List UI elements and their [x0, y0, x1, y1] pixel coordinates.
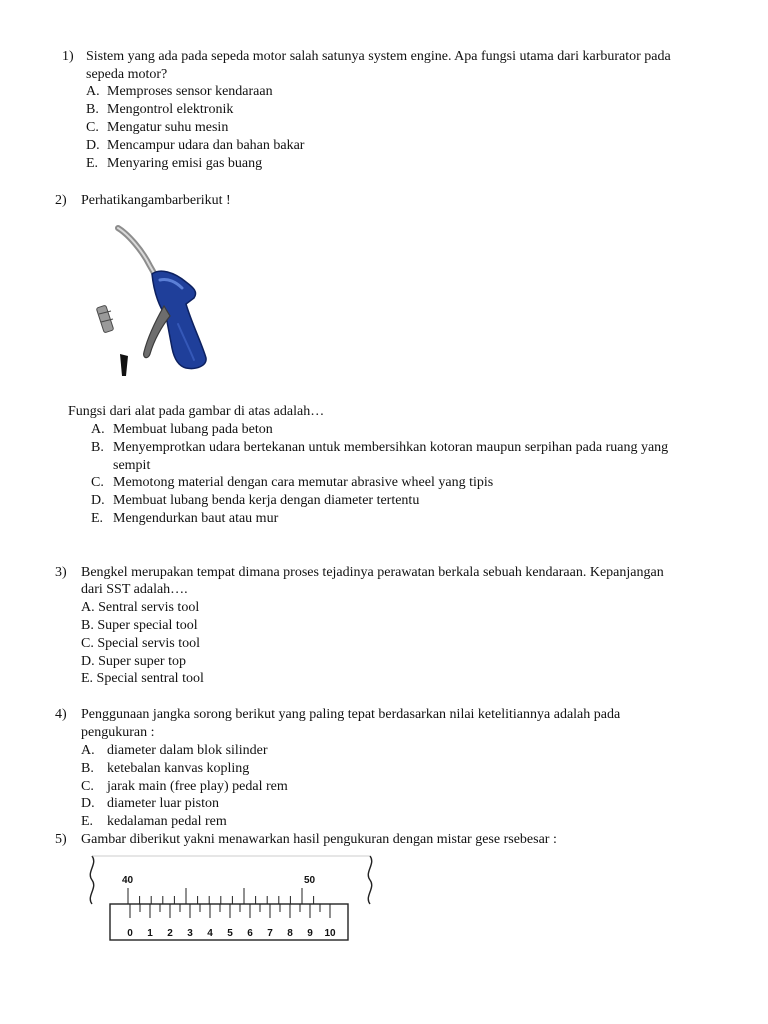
- option-text: jarak main (free play) pedal rem: [107, 779, 288, 794]
- vernier-label: 6: [247, 928, 253, 939]
- option-c: C. Special servis tool: [81, 636, 200, 651]
- question-text-cont: sepeda motor?: [86, 67, 168, 82]
- main-scale-label: 50: [304, 875, 316, 886]
- option-e: E. Special sentral tool: [81, 671, 204, 686]
- vernier-label: 7: [267, 928, 273, 939]
- option-letter: A.: [86, 84, 100, 99]
- option-text: Menyemprotkan udara bertekanan untuk membersihkan kotoran maupun serpihan pada ruang yang: [113, 440, 669, 455]
- option-letter: B.: [81, 761, 94, 776]
- vernier-label: 9: [307, 928, 313, 939]
- option-text: Memotong material dengan cara memutar abrasive wheel yang tipis: [113, 475, 494, 490]
- option-letter: A.: [91, 422, 105, 437]
- question-text: Sistem yang ada pada sepeda motor salah satunya system engine. Apa fungsi utama dari karburator pada: [86, 49, 671, 64]
- option-letter: E.: [81, 814, 94, 829]
- option-letter: C.: [86, 120, 99, 135]
- main-scale-ticks: [128, 888, 314, 904]
- vernier-label: 5: [227, 928, 233, 939]
- vernier-caliper-image: [84, 852, 380, 948]
- vernier-label: 2: [167, 928, 173, 939]
- trigger: [144, 306, 170, 358]
- option-letter: D.: [91, 493, 105, 508]
- question-text: Perhatikangambarberikut !: [81, 193, 231, 208]
- question-number: 4): [55, 707, 67, 722]
- option-b: B. Super special tool: [81, 618, 198, 633]
- nozzle: [118, 228, 158, 280]
- question-text: Bengkel merupakan tempat dimana proses tejadinya perawatan berkala sebuah kendaraan. Kepanjangan: [81, 565, 664, 580]
- option-text: diameter luar piston: [107, 796, 219, 811]
- option-text-cont: sempit: [113, 458, 151, 473]
- option-text: Memproses sensor kendaraan: [107, 84, 273, 99]
- vernier-label: 0: [127, 928, 133, 939]
- main-scale-label: 40: [122, 875, 134, 886]
- vernier-label: 1: [147, 928, 153, 939]
- question-number: 2): [55, 193, 67, 208]
- question-text-cont: pengukuran :: [81, 725, 155, 740]
- option-letter: A.: [81, 743, 95, 758]
- option-d: D. Super super top: [81, 654, 186, 669]
- option-text: Mengendurkan baut atau mur: [113, 511, 279, 526]
- air-blow-gun-image: [94, 220, 214, 380]
- option-text: Mengatur suhu mesin: [107, 120, 229, 135]
- option-letter: C.: [81, 779, 94, 794]
- vernier-label: 8: [287, 928, 293, 939]
- question-stem: Fungsi dari alat pada gambar di atas adalah…: [68, 404, 325, 419]
- option-letter: C.: [91, 475, 104, 490]
- option-text: ketebalan kanvas kopling: [107, 761, 250, 776]
- option-letter: B.: [86, 102, 99, 117]
- option-letter: B.: [91, 440, 104, 455]
- option-letter: E.: [91, 511, 104, 526]
- question-number: 5): [55, 832, 67, 847]
- question-text: Penggunaan jangka sorong berikut yang paling tepat berdasarkan nilai ketelitiannya adalah pada: [81, 707, 621, 722]
- coupling-fitting: [96, 305, 114, 333]
- option-text: Mengontrol elektronik: [107, 102, 234, 117]
- option-text: Membuat lubang benda kerja dengan diameter tertentu: [113, 493, 420, 508]
- nozzle-tip: [120, 354, 128, 376]
- option-text: Membuat lubang pada beton: [113, 422, 273, 437]
- option-text: kedalaman pedal rem: [107, 814, 227, 829]
- question-number: 3): [55, 565, 67, 580]
- vernier-label: 4: [207, 928, 213, 939]
- option-a: A. Sentral servis tool: [81, 600, 200, 615]
- option-text: Mencampur udara dan bahan bakar: [107, 138, 305, 153]
- question-text: Gambar diberikut yakni menawarkan hasil pengukuran dengan mistar gese rsebesar :: [81, 832, 557, 847]
- option-letter: D.: [86, 138, 100, 153]
- option-text: diameter dalam blok silinder: [107, 743, 268, 758]
- option-text: Menyaring emisi gas buang: [107, 156, 263, 171]
- vernier-label: 3: [187, 928, 193, 939]
- question-number: 1): [62, 49, 74, 64]
- vernier-label: 10: [324, 928, 336, 939]
- option-letter: D.: [81, 796, 95, 811]
- option-letter: E.: [86, 156, 99, 171]
- question-text-cont: dari SST adalah….: [81, 582, 188, 597]
